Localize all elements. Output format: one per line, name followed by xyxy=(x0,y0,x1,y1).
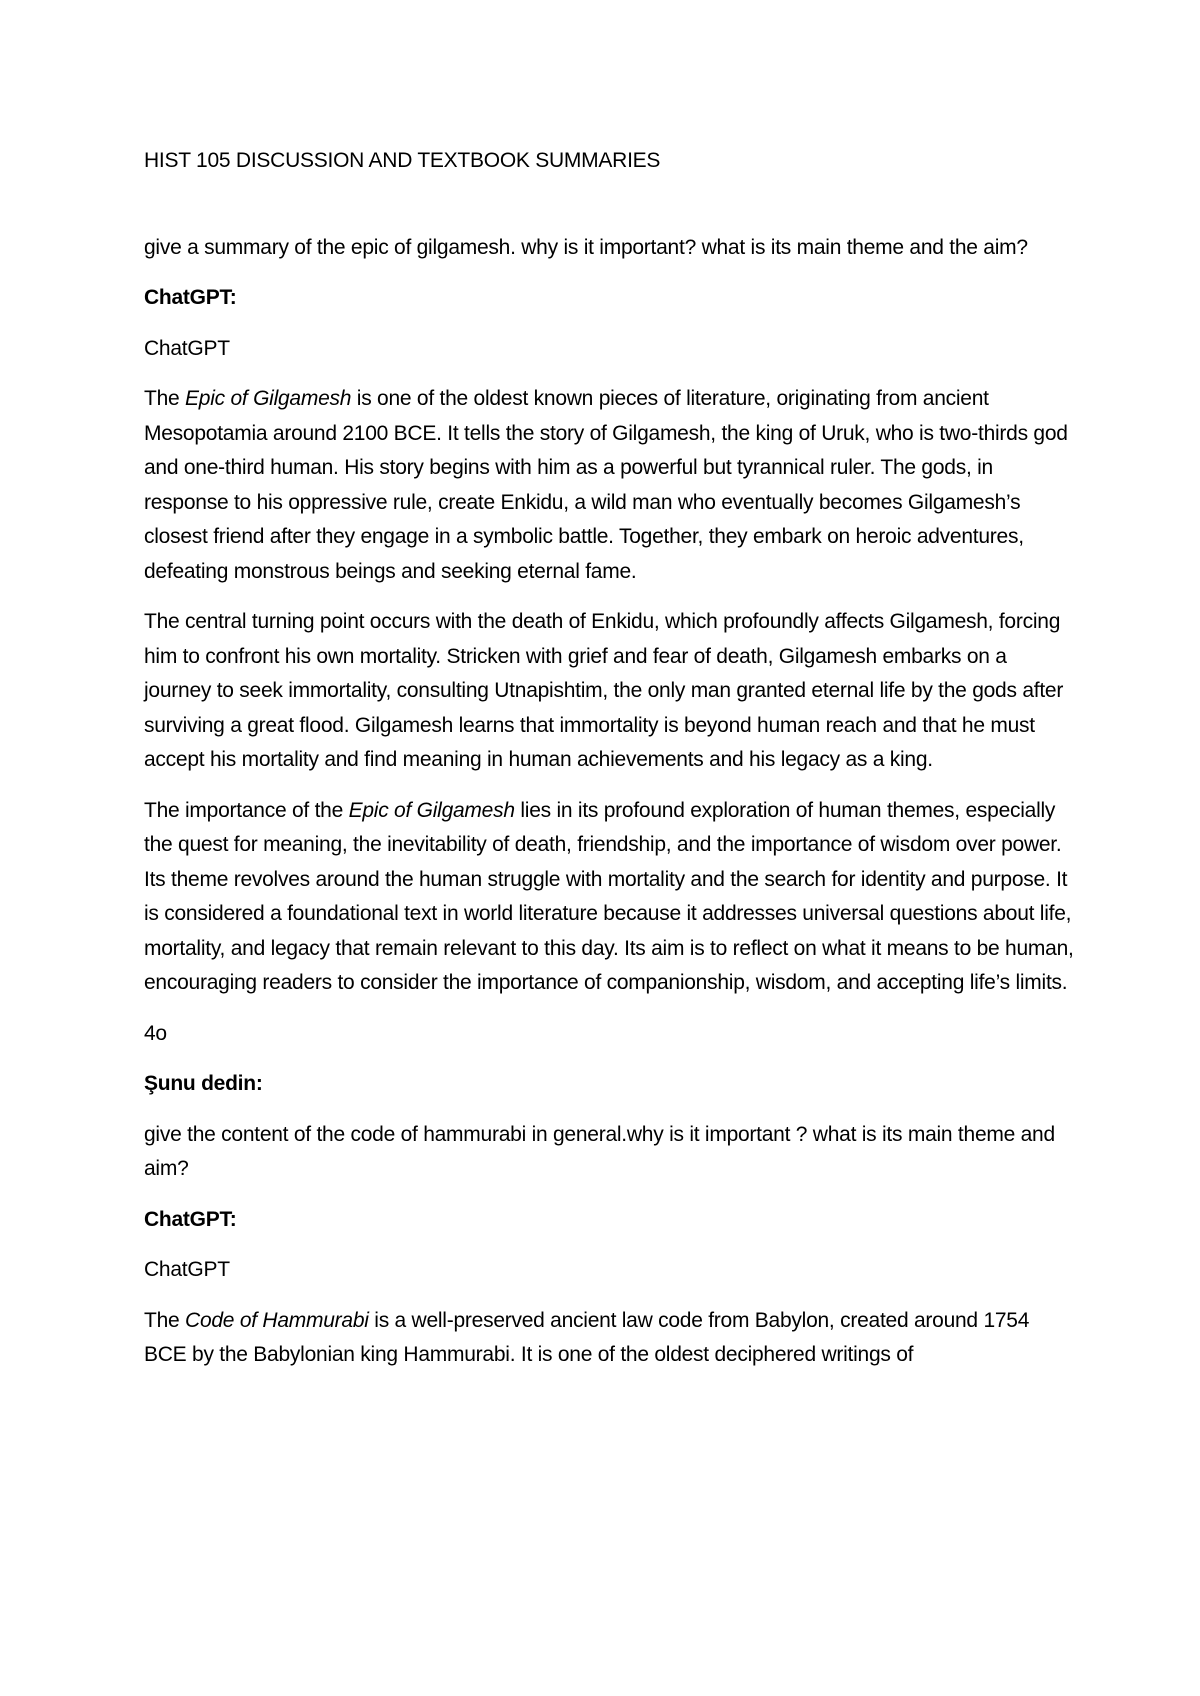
text-run: is a well-preserved ancient law code from Babylon, created around 1754 BCE by the Babylonian king Hammurabi. It is one of the oldest deciphered writings of xyxy=(144,1308,1030,1366)
model-label: 4o xyxy=(144,1021,167,1045)
text-run: The xyxy=(144,387,186,410)
italic-title: Epic of Gilgamesh xyxy=(185,387,352,410)
user-heading: Şunu dedin: xyxy=(144,1072,263,1095)
text-run: The importance of the xyxy=(144,798,349,822)
answer-paragraph-4 xyxy=(144,1304,1074,1373)
text-run: is one of the oldest known pieces of literature, originating from ancient Mesopotamia around 2100 BCE. It tells the story of Gilgamesh, the king of Uruk, who is two-thirds god and one-third human. His story begins with him as a powerful but tyrannical ruler. The gods, in response to his oppressive rule, create Enkidu, a wild man who eventually becomes Gilgamesh’s closest friend after they engage in a symbolic battle. Together, they embark on heroic adventures, defeating monstrous beings and seeking eternal fame. xyxy=(144,387,1068,583)
document-page xyxy=(144,144,1074,1389)
text-run: The xyxy=(144,1308,186,1332)
answer-paragraph-3 xyxy=(144,794,1074,1001)
italic-title: Epic of Gilgamesh xyxy=(348,798,515,822)
speaker-heading-2: ChatGPT: xyxy=(144,1207,237,1231)
speaker-label-2: ChatGPT xyxy=(144,1258,230,1281)
italic-title: Code of Hammurabi xyxy=(185,1308,369,1332)
speaker-heading-1: ChatGPT: xyxy=(144,286,237,309)
text-run: lies in its profound exploration of human themes, especially the quest for meaning, the inevitability of death, friendship, and the importance of wisdom over power. Its theme revolves around the human struggle with mortality and the search for identity and purpose. It is considered a foundational text in world literature because it addresses universal questions about life, mortality, and legacy that remain relevant to this day. Its aim is to reflect on what it means to be human, encouraging readers to consider the importance of companionship, wisdom, and accepting life’s limits. xyxy=(144,798,1074,994)
user-question-2: give the content of the code of hammurabi in general.why is it important ? what is its main theme and aim? xyxy=(144,1122,1055,1180)
answer-paragraph-1 xyxy=(144,382,1074,589)
answer-paragraph-2: The central turning point occurs with the death of Enkidu, which profoundly affects Gilgamesh, forcing him to confront his own mortality. Stricken with grief and fear of death, Gilgamesh embarks on a journey to seek immortality, consulting Utnapishtim, the only man granted eternal life by the gods after surviving a great flood. Gilgamesh learns that immortality is beyond human reach and that he must accept his mortality and find meaning in human achievements and his legacy as a king. xyxy=(144,610,1064,771)
user-question-1: give a summary of the epic of gilgamesh. why is it important? what is its main theme and the aim? xyxy=(144,235,1028,259)
document-title: HIST 105 DISCUSSION AND TEXTBOOK SUMMARIES xyxy=(144,149,661,172)
speaker-label-1: ChatGPT xyxy=(144,336,230,360)
